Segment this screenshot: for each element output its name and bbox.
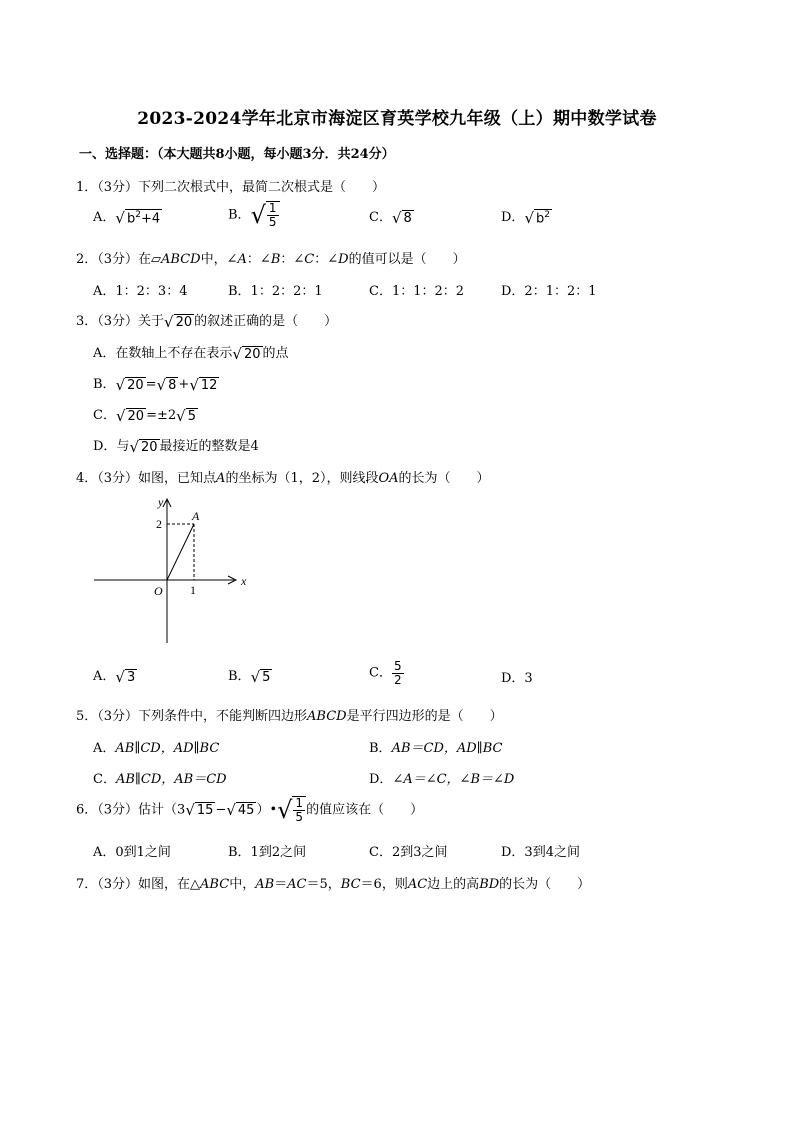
q3-option-a: A．在数轴上不存在表示√ 20 的点: [93, 344, 289, 363]
q1-option-b: B．√ $\frac{1}{5}$: [228, 201, 280, 229]
q6-option-a: A．0到1之间: [93, 845, 171, 860]
q1-option-a: A．√ $b^2+4$: [93, 208, 161, 227]
q5-option-a: A．AB∥CD，AD∥BC: [93, 741, 220, 756]
q1-option-c: C．√ 8: [369, 208, 412, 227]
q4-option-b: B．√ 5: [228, 667, 271, 686]
question-5-stem: 5．（3分）下列条件中，不能判断四边形ABCD是平行四边形的是（ ）: [76, 709, 503, 724]
q5-option-b: B．AB＝CD，AD∥BC: [369, 741, 503, 756]
label-a: A: [192, 509, 200, 523]
question-4-stem: 4．（3分）如图，已知点A的坐标为（1，2），则线段OA的长为（ ）: [76, 471, 490, 486]
question-2-stem: 2．（3分）在▱ABCD中，∠A：∠B：∠C：∠D的值可以是（ ）: [76, 252, 466, 267]
label-one: 1: [190, 583, 196, 597]
q2-option-a: A．1：2：3：4: [93, 284, 188, 299]
q6-option-c: C．2到3之间: [369, 845, 448, 860]
q4-option-d: D．3: [501, 671, 533, 686]
question-7-stem: 7．（3分）如图，在△ABC中，AB＝AC＝5，BC＝6，则AC边上的高BD的长为（ ）: [76, 877, 591, 892]
q6-option-b: B．1到2之间: [228, 845, 307, 860]
q2-option-b: B．1：2：2：1: [228, 284, 323, 299]
label-y: y: [158, 495, 164, 509]
q3-option-d: D．与√ 20 最接近的整数是4: [93, 437, 259, 456]
q1-option-d: D．√ $b^2$: [501, 208, 550, 227]
q3-option-c: C．√ 20 =±2√ 5: [93, 406, 196, 425]
section-heading: 一、选择题：（本大题共8小题，每小题3分．共24分）: [79, 147, 395, 162]
q2-option-c: C．1：1：2：2: [369, 284, 465, 299]
label-two: 2: [156, 517, 162, 531]
q4-option-c: C． $\frac{5}{2}$: [369, 659, 402, 687]
question-6-stem: 6．（3分）估计（3√ 15 −√ 45 ）•√ $\frac{1}{5}$ 的值应该在（ ）: [76, 796, 424, 824]
coordinate-figure: [88, 490, 268, 650]
question-1-stem: 1．（3分）下列二次根式中，最简二次根式是（ ）: [76, 180, 386, 195]
q2-option-d: D．2：1：2：1: [501, 284, 597, 299]
segment-oa: [167, 524, 194, 580]
q5-option-d: D．∠A＝∠C，∠B＝∠D: [369, 772, 515, 787]
label-x: x: [241, 574, 247, 588]
page-title: 2023-2024学年北京市海淀区育英学校九年级（上）期中数学试卷: [137, 109, 657, 129]
q3-option-b: B．√ 20 =√ 8 +√ 12: [93, 375, 218, 394]
question-3-stem: 3．（3分）关于√ 20 的叙述正确的是（ ）: [76, 312, 338, 331]
q4-option-a: A．√ 3: [93, 667, 136, 686]
label-o: O: [154, 584, 163, 598]
q5-option-c: C．AB∥CD，AB＝CD: [93, 772, 227, 787]
q6-option-d: D．3到4之间: [501, 845, 580, 860]
